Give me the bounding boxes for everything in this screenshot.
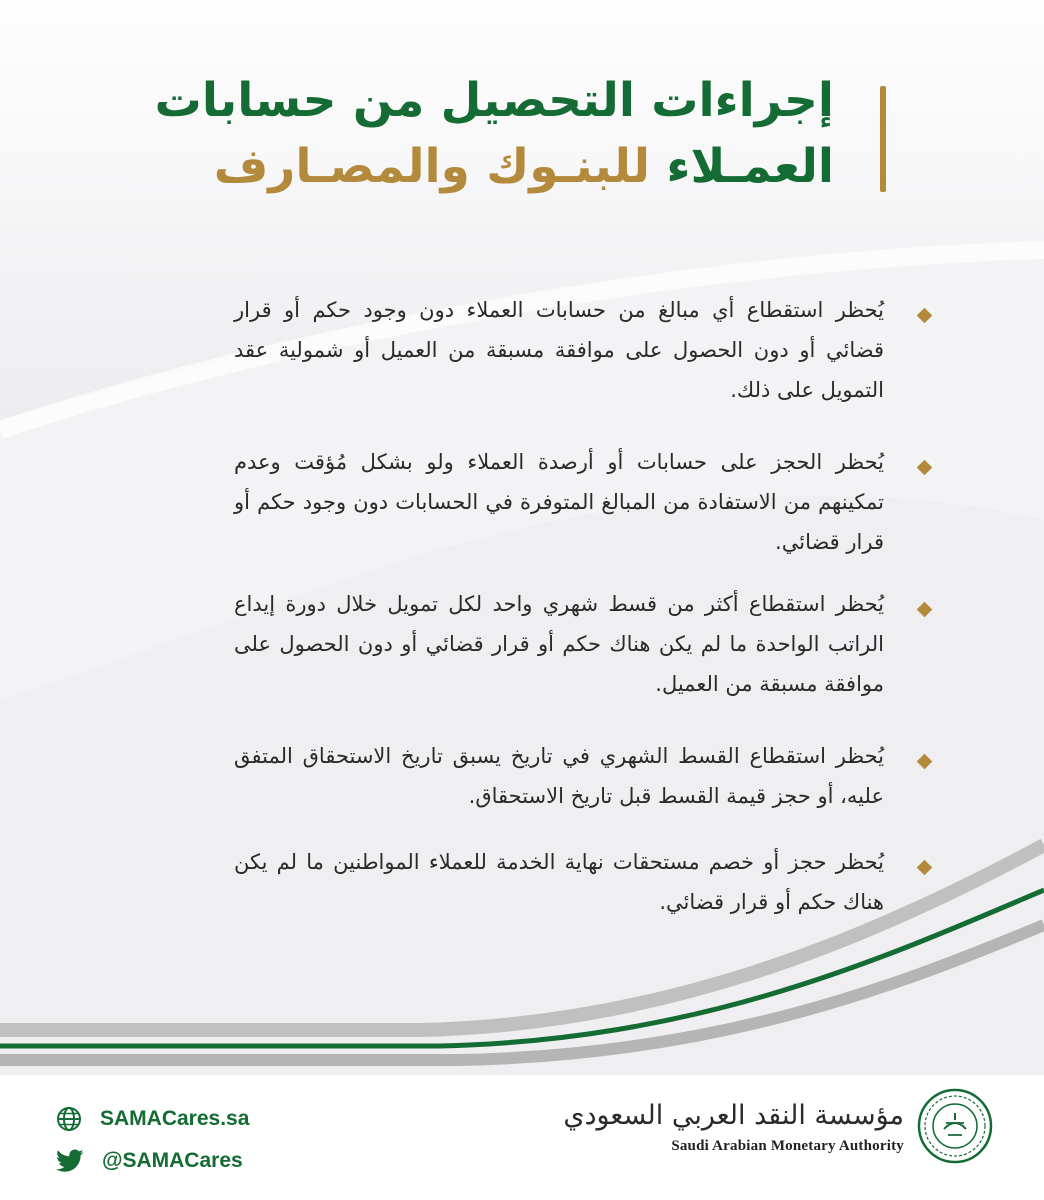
rule-item (234, 842, 884, 922)
rule-item (234, 442, 884, 562)
social-links (56, 1098, 249, 1182)
page-title (134, 68, 834, 200)
twitter-handle: @SAMACares (102, 1149, 243, 1172)
website-text: SAMACares.sa (100, 1107, 250, 1130)
twitter-icon (56, 1149, 84, 1173)
rule-text: يُحظر استقطاع القسط الشهري في تاريخ يسبق تاريخ الاستحقاق المتفق عليه، أو حجز قيمة القسط قبل تاريخ الاستحقاق. (234, 744, 884, 808)
globe-icon (56, 1106, 82, 1132)
organization-name (563, 1098, 904, 1155)
title-line-2-green: العمـلاء (666, 139, 834, 194)
title-line-2-gold: للبنـوك والمصـارف (213, 139, 651, 194)
twitter-link[interactable] (56, 1140, 249, 1182)
title-line-1: إجراءات التحصيل من حسابات (154, 73, 834, 128)
rule-item (234, 584, 884, 704)
org-name-english: Saudi Arabian Monetary Authority (671, 1138, 904, 1154)
org-name-arabic: مؤسسة النقد العربي السعودي (563, 1100, 904, 1131)
title-line-2 (134, 134, 834, 200)
rule-text: يُحظر استقطاع أكثر من قسط شهري واحد لكل تمويل خلال دورة إيداع الراتب الواحدة ما لم يكن هناك حكم أو قرار قضائي أو دون الحصول على موافقة مسبقة من العميل. (234, 592, 884, 696)
title-accent-bar (880, 86, 886, 192)
rule-item (234, 290, 884, 410)
rule-text: يُحظر الحجز على حسابات أو أرصدة العملاء ولو بشكل مُؤقت وعدم تمكينهم من الاستفادة من المبالغ المتوفرة في الحسابات دون وجود حكم أو قرار قضائي. (234, 450, 884, 554)
website-link[interactable] (56, 1098, 249, 1140)
sama-emblem-icon (916, 1087, 994, 1165)
rule-text: يُحظر استقطاع أي مبالغ من حسابات العملاء دون وجود حكم أو قرار قضائي أو دون الحصول على موافقة مسبقة من العميل أو شمولية عقد التمويل على ذلك. (234, 298, 884, 402)
rule-text: يُحظر حجز أو خصم مستحقات نهاية الخدمة للعملاء المواطنين ما لم يكن هناك حكم أو قرار قضائي. (234, 850, 884, 914)
rule-item (234, 736, 884, 816)
